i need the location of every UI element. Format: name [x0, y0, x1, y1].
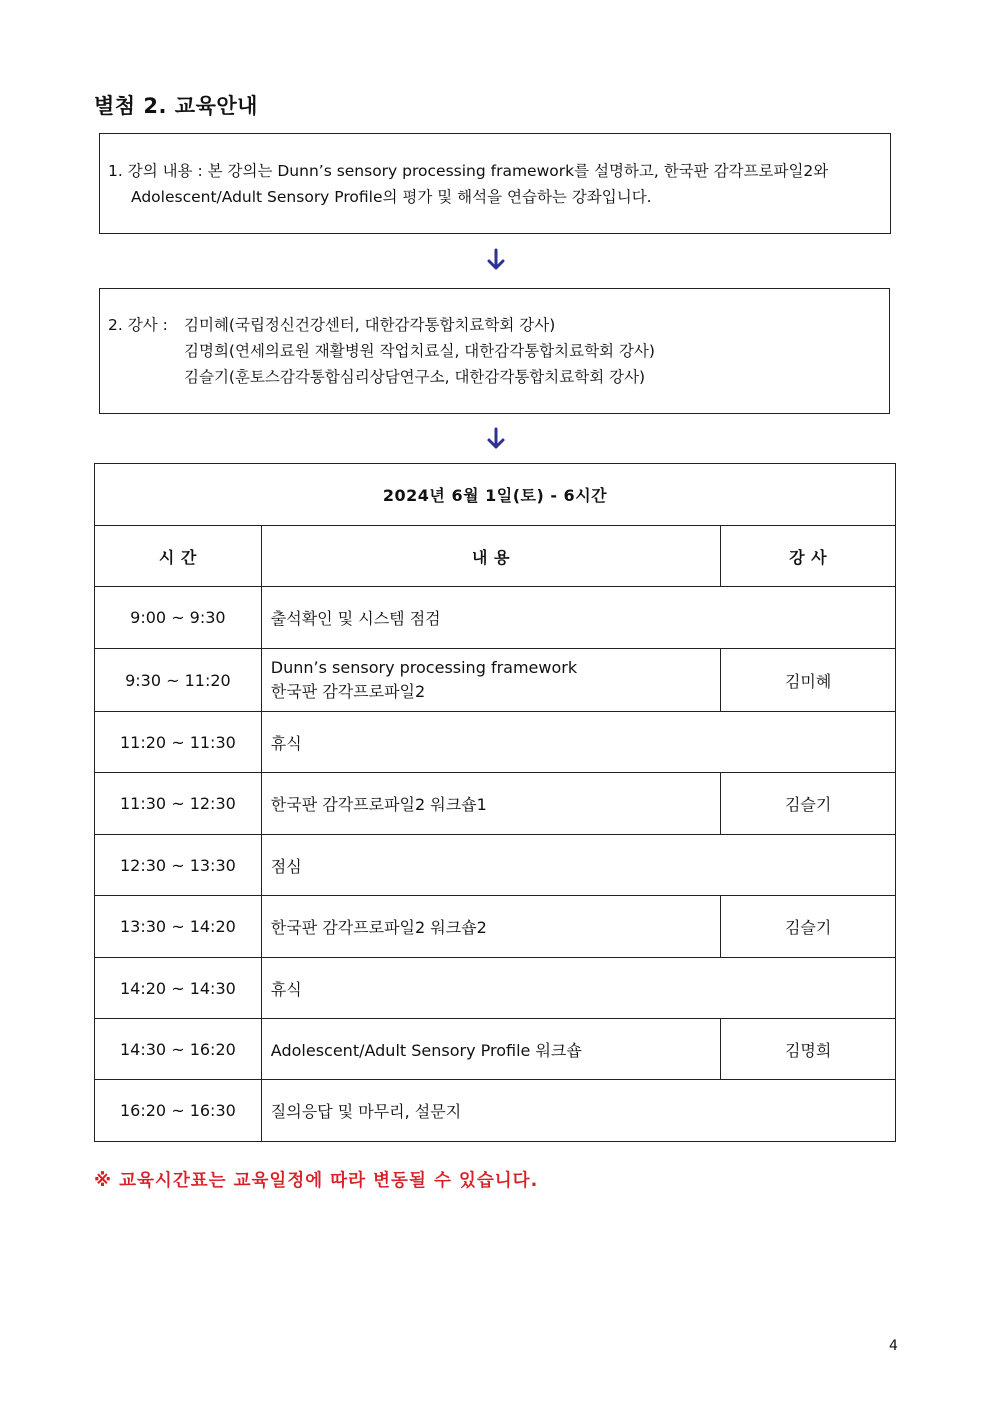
content-cell: 휴식 [261, 958, 895, 1019]
schedule-table [94, 463, 896, 1142]
content-cell: 휴식 [261, 712, 895, 773]
content-cell [261, 649, 720, 712]
table-row [95, 1019, 896, 1080]
time-cell: 14:30 ~ 16:20 [95, 1019, 262, 1080]
schedule-heading: 2024년 6월 1일(토) - 6시간 [95, 464, 896, 526]
time-cell: 14:20 ~ 14:30 [95, 958, 262, 1019]
instructor-column-header: 강 사 [721, 526, 896, 587]
arrow-down-icon [486, 248, 506, 272]
content-cell: 점심 [261, 835, 895, 896]
content-cell: 출석확인 및 시스템 점검 [261, 587, 895, 649]
content-line: 한국판 감각프로파일2 [270, 682, 426, 701]
time-cell: 9:00 ~ 9:30 [95, 587, 262, 649]
content-cell: 질의응답 및 마무리, 설문지 [261, 1080, 895, 1142]
time-cell: 16:20 ~ 16:30 [95, 1080, 262, 1142]
lecturers-label: 2. 강사 : [108, 316, 168, 334]
lecturer-row-2 [108, 338, 879, 364]
course-description-box [99, 133, 891, 234]
course-description-line-1: 1. 강의 내용 : 본 강의는 Dunn’s sensory processing framework를 설명하고, 한국판 감각프로파일2와 [108, 162, 829, 180]
table-row [95, 896, 896, 958]
lecturer-row-1 [108, 312, 879, 338]
instructor-cell: 김슬기 [721, 773, 896, 835]
lecturer-item: 김미혜(국립정신건강센터, 대한감각통합치료학회 강사) [184, 316, 556, 334]
table-row [95, 1080, 896, 1142]
instructor-cell: 김미혜 [721, 649, 896, 712]
lecturer-item: 김명희(연세의료원 재활병원 작업치료실, 대한감각통합치료학회 강사) [184, 342, 655, 360]
table-row [95, 712, 896, 773]
schedule-change-note: ※ 교육시간표는 교육일정에 따라 변동될 수 있습니다. [94, 1171, 539, 1191]
time-cell: 11:30 ~ 12:30 [95, 773, 262, 835]
course-description-line-2: Adolescent/Adult Sensory Profile의 평가 및 해석을 연습하는 강좌입니다. [131, 188, 652, 206]
time-cell: 11:20 ~ 11:30 [95, 712, 262, 773]
column-header-row [95, 526, 896, 587]
time-cell: 9:30 ~ 11:20 [95, 649, 262, 712]
time-column-header: 시 간 [95, 526, 262, 587]
lecturer-row-3 [108, 364, 879, 390]
table-row [95, 649, 896, 712]
table-row [95, 835, 896, 896]
content-line: Dunn’s sensory processing framework [270, 658, 578, 677]
schedule-heading-row [95, 464, 896, 526]
instructor-cell: 김명희 [721, 1019, 896, 1080]
content-cell: Adolescent/Adult Sensory Profile 워크숍 [261, 1019, 720, 1080]
page-title: 별첨 2. 교육안내 [94, 94, 258, 118]
table-row [95, 773, 896, 835]
lecturer-item: 김슬기(훈토스감각통합심리상담연구소, 대한감각통합치료학회 강사) [184, 368, 646, 386]
table-row [95, 958, 896, 1019]
page-number: 4 [889, 1338, 898, 1354]
table-row [95, 587, 896, 649]
time-cell: 12:30 ~ 13:30 [95, 835, 262, 896]
arrow-down-icon [486, 427, 506, 451]
time-cell: 13:30 ~ 14:20 [95, 896, 262, 958]
content-cell: 한국판 감각프로파일2 워크숍2 [261, 896, 720, 958]
content-column-header: 내 용 [261, 526, 720, 587]
instructor-cell: 김슬기 [721, 896, 896, 958]
lecturers-box [99, 288, 890, 414]
content-cell: 한국판 감각프로파일2 워크숍1 [261, 773, 720, 835]
